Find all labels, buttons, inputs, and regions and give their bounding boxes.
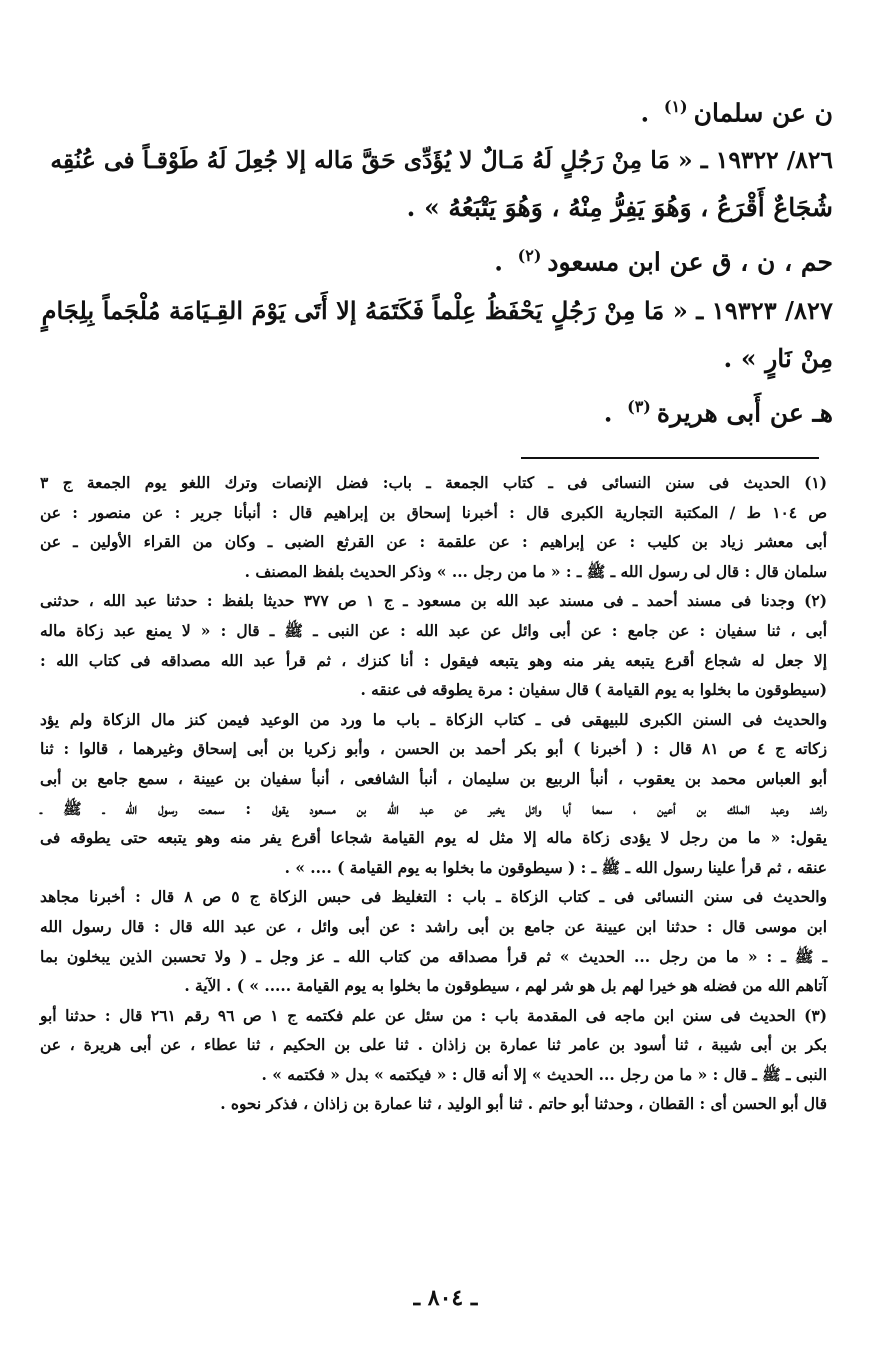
footnote-line: ص ١٠٤ ط / المكتبة التجارية الكبرى قال : أخبرنا إسحاق بن إبراهيم قال : أنبأنا جرير : عن منصور : عن <box>40 503 828 522</box>
footnote-line: يقول: « ما من رجل لا يؤدى زكاة ماله إلا مثل له يوم القيامة شجاعا أقرع يفر منه وهو يتبعه حتى يطوقه فى <box>40 829 827 848</box>
main-text <box>40 84 833 437</box>
hadith-826-line-2: شُجَاعٌ أَقْرَعُ ، وَهُوَ يَفِرُّ مِنْهُ ، وَهُوَ يَتْبَعُهُ » . <box>406 193 833 223</box>
footnote-ref-1: (١) <box>663 97 688 116</box>
footnote-line: أبى ، ثنا سفيان : عن جامع : عن أبى وائل عن عبد الله : عن النبى ـ ﷺ ـ قال : « لا يمنع عبد زكاة ماله <box>40 621 827 640</box>
footnote-line: (سيطوقون ما بخلوا به يوم القيامة ) قال سفيان : مرة يطوقه فى عنقه . <box>360 681 827 700</box>
footnotes <box>40 469 827 1120</box>
footnote-line: عنقه ، ثم قرأ علينا رسول الله ـ ﷺ ـ : ( سيطوقون ما بخلوا به يوم القيامة ) .... » . <box>284 858 827 877</box>
footnote-line: (٢) وجدنا فى مسند أحمد ـ فى مسند عبد الله بن مسعود ـ ج ١ ص ٣٧٧ حديثا بلفظ : حدثنا عبد الله ، حدثنى <box>40 592 827 611</box>
footnote-line: آتاهم الله من فضله هو خيرا لهم بل هو شر لهم ، سيطوقون ما بخلوا به يوم القيامة ..... » ) . الآية . <box>184 977 827 996</box>
page-number: ـ ٨٠٤ ـ <box>413 1285 478 1311</box>
footnote-line: سلمان قال : قال لى رسول الله ـ ﷺ ـ : « ما من رجل ... » وذكر الحديث بلفظ المصنف . <box>244 562 827 581</box>
footnote-ref-3: (٣) <box>627 396 651 416</box>
footnote-line: قال أبو الحسن أى : القطان ، وحدثنا أبو حاتم . ثنا أبو الوليد ، ثنا عمارة بن زاذان ، فذكر نحوه . <box>220 1095 827 1114</box>
footnote-line: أبى معشر زياد بن كليب : عن إبراهيم : عن علقمة : عن القرثع الضبى ـ وكان من القراء الأولين ـ عن <box>40 533 827 552</box>
footnote-line: إلا جعل له شجاع أقرع يتبعه يفر منه وهو يتبعه فيقول : أنا كنزك ، ثم قرأ عبد الله مصداقه فى كتاب الله : <box>40 651 827 670</box>
hadith-825-source-line: ن عن سلمان$^{(١)}$ . <box>640 97 833 128</box>
footnote-separator <box>521 457 819 459</box>
hadith-827-line-1: ٨٢٧/ ١٩٣٢٣ ـ « مَا مِنْ رَجُلٍ يَحْفَظُ عِلْماً فَكَتَمَهُ إلا أَتَى يَوْمَ القِـيَامَة مُلْجَماً بِلِجَامٍ <box>41 295 833 325</box>
footnote-line: (٣) الحديث فى سنن ابن ماجه فى المقدمة باب : من سئل عن علم فكتمه ج ١ ص ٩٦ رقم ٢٦١ قال : حدثنا أبو <box>40 1006 827 1025</box>
hadith-826-source-line: حم ، ن ، ق عن ابن مسعود$^{(٢)}$ . <box>494 246 833 277</box>
footnote-line: والحديث فى سنن النسائى فى ـ كتاب الزكاة ـ باب : التغليظ فى حبس الزكاة ج ٥ ص ٨ قال : أخبرنا مجاهد <box>40 888 827 907</box>
hadith-826-line-1: ٨٢٦/ ١٩٣٢٢ ـ « مَا مِنْ رَجُلٍ لَهُ مَـالٌ لا يُؤَدِّى حَقَّ مَاله إلا جُعِلَ لَهُ طَوْقـاً فى عُنُقِه <box>50 146 833 175</box>
footnote-line: والحديث فى السنن الكبرى للبيهقى فى ـ كتاب الزكاة ـ باب ما ورد من الوعيد فيمن كنز مال الزكاة ولم يؤد <box>40 710 827 729</box>
footnote-line: (١) الحديث فى سنن النسائى فى ـ كتاب الجمعة ـ باب: فضل الإنصات وترك اللغو يوم الجمعة ج ٣ <box>40 474 827 492</box>
footnote-line: زكاته ج ٤ ص ٨١ قال : ( أخبرنا ) أبو بكر أحمد بن الحسن ، وأبو زكريا بن أبى إسحاق وغيرهما ، قالوا : ثنا <box>40 740 828 759</box>
footnote-ref-2: (٢) <box>517 246 542 266</box>
hadith-827-source-line: هـ عن أَبى هريرة$^{(٣)}$ . <box>603 396 833 427</box>
footnote-line: راشد وعبد الملك بن أعين ، سمعا أبا وائل يخبر عن عبد الله بن مسعود يقول : سمعت رسول الله ـ ﷺ ـ <box>40 799 827 818</box>
footnote-line: أبو العباس محمد بن يعقوب ، أنبأ الربيع بن سليمان ، أنبأ الشافعى ، أنبأ سفيان بن عيينة ، سمع جامع بن أبى <box>40 769 827 788</box>
footnote-line: بكر بن أبى شيبة ، ثنا أسود بن عامر ثنا عمارة بن زاذان . ثنا على بن الحكيم ، ثنا عطاء ، عن أبى هريرة ، عن <box>40 1036 827 1055</box>
footnote-line: النبى ـ ﷺ ـ قال : « ما من رجل ... الحديث » إلا أنه قال : « فيكتمه » بدل « فكتمه » . <box>261 1065 827 1084</box>
footnote-line: ابن موسى قال : حدثنا ابن عيينة عن جامع بن أبى راشد : عن أبى وائل ، عن عبد الله قال : قال رسول الله <box>40 917 827 936</box>
hadith-827-line-2: مِنْ نَارٍ » . <box>723 343 833 373</box>
footnote-line: ـ ﷺ ـ : « ما من رجل ... الحديث » ثم قرأ مصداقه من كتاب الله ـ عز وجل ـ ( ولا تحسبن الذين يبخلون بما <box>40 947 827 966</box>
